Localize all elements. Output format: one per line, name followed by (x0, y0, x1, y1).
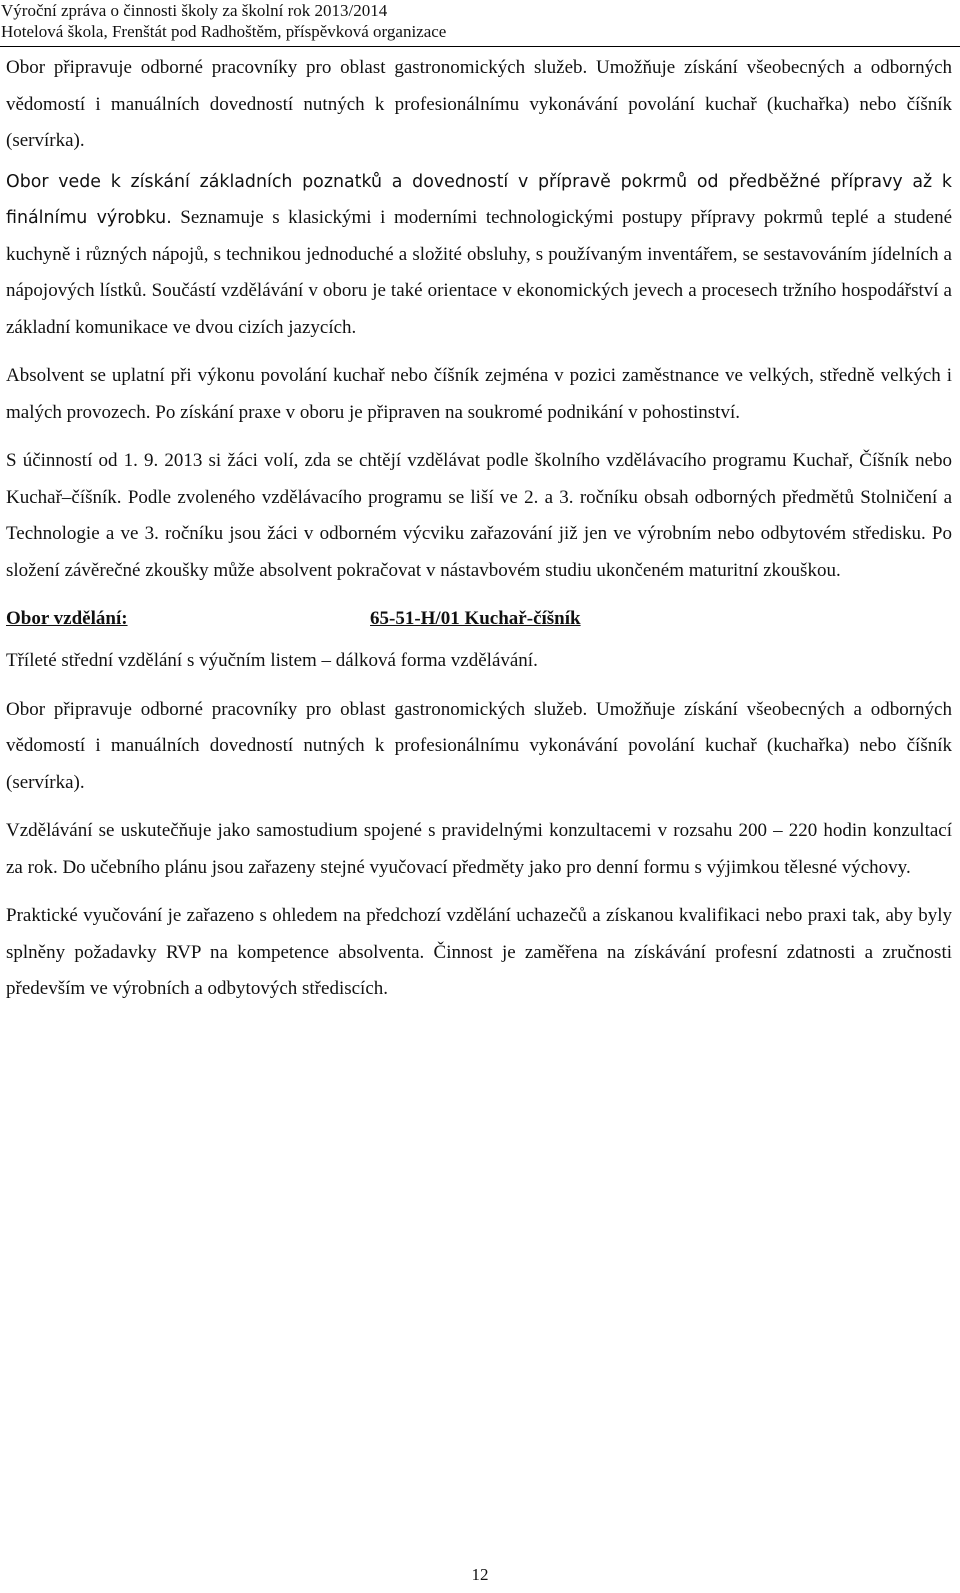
header-school-name: Hotelová škola, Frenštát pod Radhoštěm, příspěvková organizace (1, 22, 447, 41)
field-of-study-code: 65-51-H/01 Kuchař-číšník (370, 607, 581, 629)
paragraph-self-study: Vzdělávání se uskutečňuje jako samostudium spojené s pravidelnými konzultacemi v rozsahu 200 – 220 hodin konzultací za rok. Do učebního plánu jsou zařazeny stejné vyučovací předměty jako pro denní formu s výjimkou tělesné výchovy. (6, 820, 952, 878)
page-header (0, 0, 960, 42)
header-report-title: Výroční zpráva o činnosti školy za školní rok 2013/2014 (1, 1, 388, 20)
document-body (6, 50, 952, 1008)
paragraph-practical-training: Praktické vyučování je zařazeno s ohledem na předchozí vzdělání uchazečů a získanou kvalifikaci nebo praxi tak, aby byly splněny požadavky RVP na kompetence absolventa. Činnost je zaměřena na získávání profesní zdatnosti a zručnosti především ve výrobních a odbytových střediscích. (6, 905, 952, 999)
page-number: 12 (471, 1565, 489, 1584)
paragraph-program-intro-distance-body: Umožňuje získání všeobecných a odborných vědomostí i manuálních dovedností nutných k profesionálnímu vykonávání povolání kuchař (kuchařka) nebo číšník (servírka). (6, 698, 952, 793)
paragraph-program-intro: Obor připravuje odborné pracovníky pro oblast gastronomických služeb. Umožňuje získání všeobecných a odborných vědomostí i manuálních dovedností nutných k profesionálnímu vykonávání povolání kuchař (kuchařka) nebo číšník (servírka). (6, 57, 952, 151)
paragraph-program-content-lead: Obor vede k získání základních poznatků a dovedností v přípravě pokrmů od předběžné přípravy až k finálnímu výrobku. (6, 171, 952, 228)
paragraph-graduate: Absolvent se uplatní při výkonu povolání kuchař nebo číšník zejména v pozici zaměstnance ve velkých, středně velkých i malých provozech. Po získání praxe v oboru je připraven na soukromé podnikání v pohostinství. (6, 365, 952, 423)
field-of-study-label: Obor vzdělání: (6, 607, 128, 629)
paragraph-program-intro-distance (6, 692, 952, 802)
paragraph-program-intro-distance-lead: Obor připravuje odborné pracovníky pro oblast gastronomických služeb. (6, 698, 588, 720)
paragraph-program-content (6, 164, 952, 347)
paragraph-program-content-body: Seznamuje s klasickými i moderními technologickými postupy přípravy pokrmů teplé a studené kuchyně i různých nápojů, s technikou jednoduché a složité obsluhy, s používaným inventářem, se sestavováním jídelních a nápojových lístků. (6, 207, 953, 301)
paragraph-program-choice: S účinností od 1. 9. 2013 si žáci volí, zda se chtějí vzdělávat podle školního vzdělávacího programu Kuchař, Číšník nebo Kuchař–číšník. Podle zvoleného vzdělávacího programu se liší ve 2. a 3. ročníku obsah odborných předmětů Stolničení a Technologie a ve 3. ročníku jsou žáci v odborném výcviku zařazování již jen ve výrobním nebo odbytovém středisku. Po složení závěrečné zkoušky může absolvent pokračovat v nástavbovém studiu ukončeném maturitní zkouškou. (6, 450, 952, 581)
paragraph-program-content-tail: Součástí vzdělávání v oboru je také orientace v ekonomických jevech a procesech tržního hospodářství a základní komunikace ve dvou cizích jazycích. (6, 280, 952, 338)
paragraph-study-form: Tříleté střední vzdělání s výučním listem – dálková forma vzdělávání. (6, 650, 538, 671)
header-divider (0, 46, 960, 47)
field-of-study-heading (6, 601, 952, 637)
